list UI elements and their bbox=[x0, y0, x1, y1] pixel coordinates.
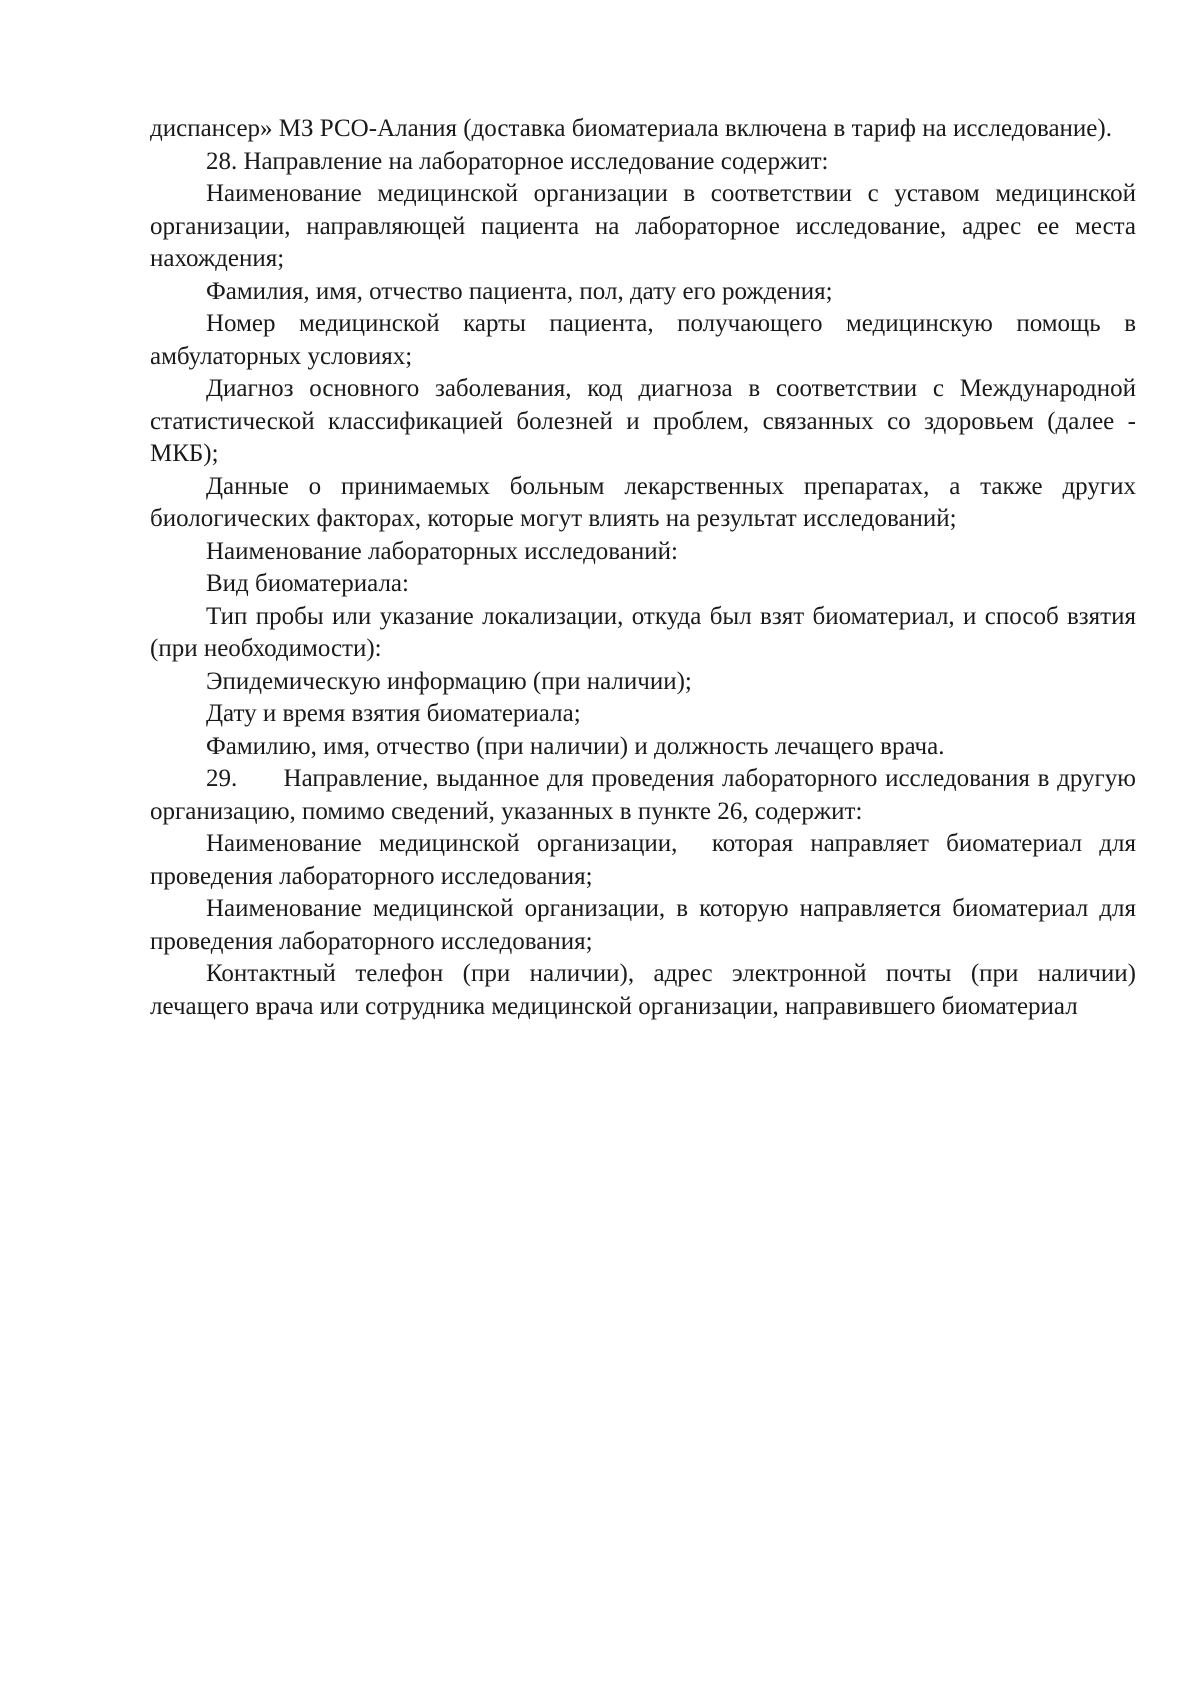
paragraph-epidemic-info: Эпидемическую информацию (при наличии); bbox=[206, 667, 692, 695]
paragraph-medications: Данные о принимаемых больным лекарственных препаратах, а также других биологических факторах, которые могут влиять на результат исследований; bbox=[150, 472, 1136, 532]
paragraph-doctor-name: Фамилию, имя, отчество (при наличии) и должность лечащего врача. bbox=[206, 732, 945, 760]
paragraph-lab-tests: Наименование лабораторных исследований: bbox=[206, 537, 678, 565]
paragraph-continuation: диспансер» МЗ РСО-Алания (доставка биоматериала включена в тариф на исследование). bbox=[150, 115, 1112, 142]
paragraph-collection-date: Дату и время взятия биоматериала; bbox=[206, 700, 581, 727]
document-body bbox=[150, 113, 1143, 1023]
paragraph-contact-info: Контактный телефон (при наличии), адрес электронной почты (при наличии) лечащего врача или сотрудника медицинской организации, направившего биоматериал bbox=[150, 960, 1136, 1020]
paragraph-item-29: 29. Направление, выданное для проведения лабораторного исследования в другую организацию, помимо сведений, указанных в пункте 26, содержит: bbox=[150, 765, 1143, 825]
paragraph-receiving-organization: Наименование медицинской организации, в которую направляется биоматериал для проведения лабораторного исследования; bbox=[150, 895, 1136, 955]
paragraph-biomaterial-type: Вид биоматериала: bbox=[206, 570, 409, 597]
paragraph-medical-card: Номер медицинской карты пациента, получающего медицинскую помощь в амбулаторных условиях; bbox=[150, 310, 1136, 370]
paragraph-diagnosis: Диагноз основного заболевания, код диагноза в соответствии с Международной статистической классификацией болезней и проблем, связанных со здоровьем (далее - МКБ); bbox=[150, 375, 1136, 467]
paragraph-item-28-heading: 28. Направление на лабораторное исследование содержит: bbox=[206, 147, 829, 175]
paragraph-organization-name: Наименование медицинской организации в соответствии с уставом медицинской организации, направляющей пациента на лабораторное исследование, адрес ее места нахождения; bbox=[150, 180, 1136, 272]
paragraph-patient-name: Фамилия, имя, отчество пациента, пол, дату его рождения; bbox=[206, 277, 833, 305]
paragraph-sending-organization: Наименование медицинской организации, которая направляет биоматериал для проведения лабораторного исследования; bbox=[150, 830, 1143, 890]
paragraph-sample-type: Тип пробы или указание локализации, откуда был взят биоматериал, и способ взятия (при необходимости): bbox=[150, 602, 1136, 662]
